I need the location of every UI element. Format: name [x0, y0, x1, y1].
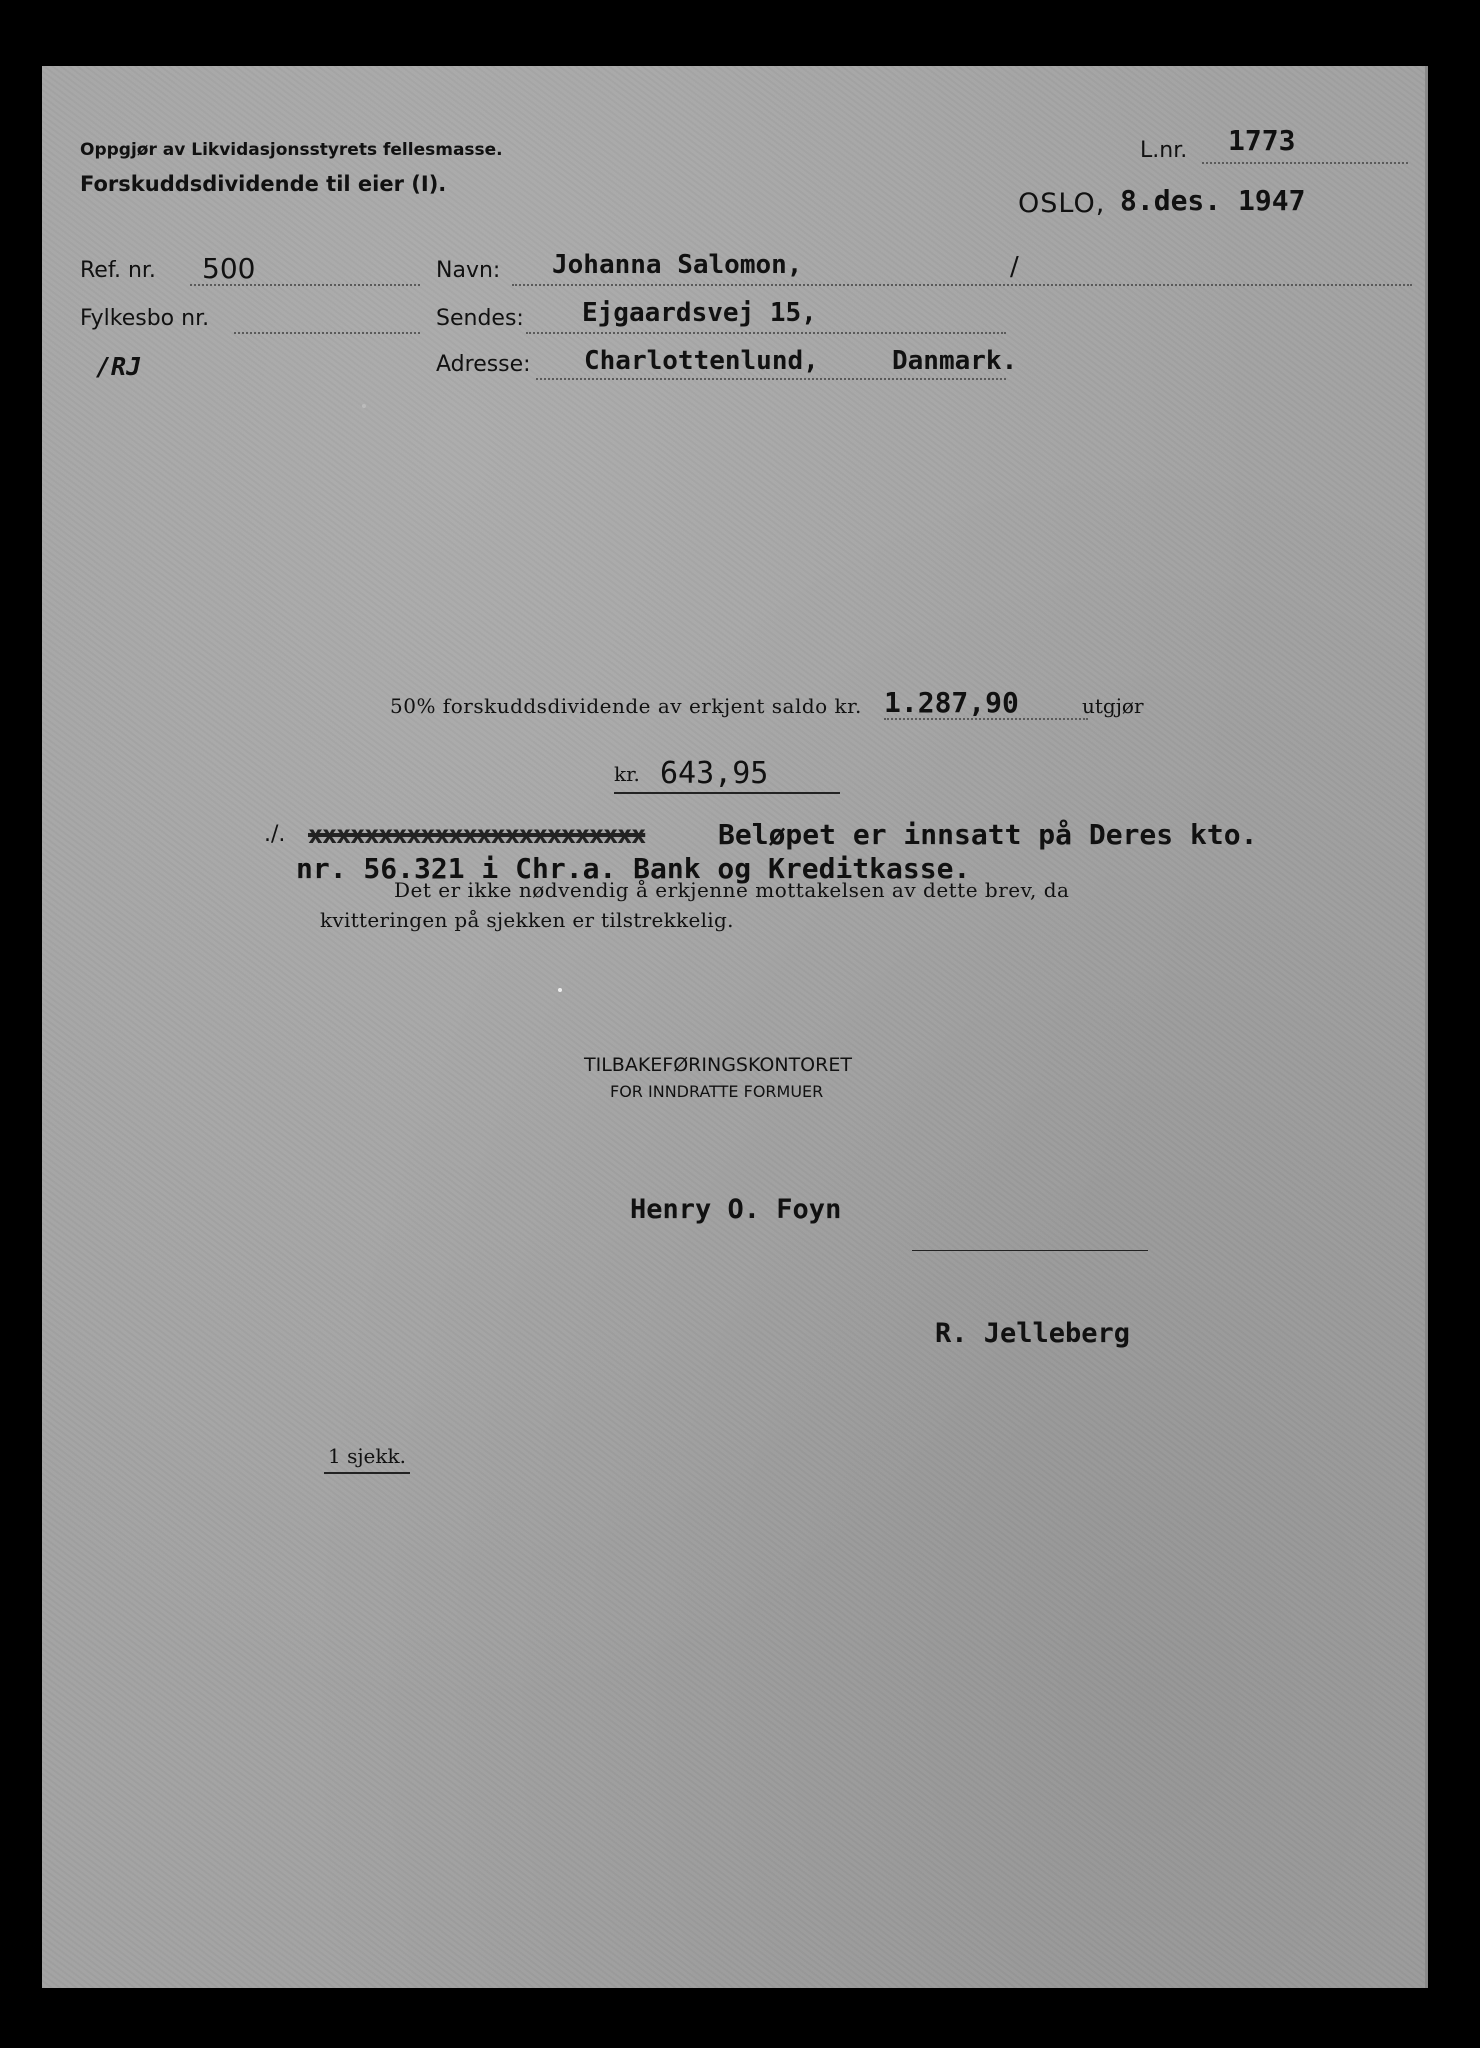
saldo-dotted-line	[884, 718, 1088, 720]
margin-mark: ./.	[264, 822, 286, 847]
city-label: OSLO,	[1018, 188, 1106, 219]
enclosure-underline	[324, 1472, 410, 1474]
typed-line1: Beløpet er innsatt på Deres kto.	[718, 818, 1258, 851]
adresse-label: Adresse:	[436, 352, 531, 377]
fylkesbo-dotted-line	[234, 332, 420, 334]
fylkesbo-label: Fylkesbo nr.	[80, 306, 210, 331]
header-title-line2: Forskuddsdividende til eier (I).	[80, 172, 447, 196]
notice-line2: kvitteringen på sjekken er tilstrekkelig.	[320, 908, 734, 932]
navn-label: Navn:	[436, 258, 501, 283]
struck-out-text: xxxxxxxxxxxxxxxxxxxxxxxx	[308, 820, 646, 849]
typed-line2: nr. 56.321 i Chr.a. Bank og Kreditkasse.	[296, 852, 971, 885]
adresse-dotted-line	[536, 378, 1006, 380]
signature-1: Henry O. Foyn	[630, 1194, 842, 1225]
enclosure-note: 1 sjekk.	[328, 1444, 406, 1468]
ref-label: Ref. nr.	[80, 258, 156, 283]
amount-underline	[614, 792, 840, 794]
lnr-label: L.nr.	[1140, 138, 1188, 163]
signature-line	[912, 1250, 1148, 1251]
amount-value: 643,95	[660, 756, 769, 791]
signature-2: R. Jelleberg	[935, 1318, 1131, 1349]
kr-label: kr.	[614, 762, 640, 786]
saldo-value: 1.287,90	[884, 686, 1019, 719]
utgjor-text: utgjør	[1082, 694, 1144, 718]
header-title-line1: Oppgjør av Likvidasjonsstyrets fellesmasse.	[80, 140, 503, 160]
adresse-city: Charlottenlund,	[584, 346, 819, 376]
document-page	[42, 66, 1428, 1988]
adresse-country: Danmark.	[892, 346, 1018, 376]
initials: /RJ	[96, 352, 142, 381]
notice-line1: Det er ikke nødvendig å erkjenne mottakelsen av dette brev, da	[394, 878, 1070, 902]
lnr-value: 1773	[1228, 124, 1296, 157]
paper-speck	[362, 404, 366, 408]
office-line2: FOR INNDRATTE FORMUER	[610, 1082, 824, 1101]
navn-extra-mark: /	[1010, 252, 1019, 282]
navn-dotted-line	[512, 284, 1412, 286]
paper-speck	[558, 988, 562, 992]
letter-date: 8.des. 1947	[1120, 184, 1306, 217]
lnr-dotted-line	[1202, 162, 1408, 164]
dividend-text: 50% forskuddsdividende av erkjent saldo kr.	[390, 694, 862, 718]
sendes-label: Sendes:	[436, 306, 524, 331]
sendes-dotted-line	[526, 332, 1006, 334]
office-line1: TILBAKEFØRINGSKONTORET	[584, 1054, 852, 1076]
sendes-value: Ejgaardsvej 15,	[582, 298, 817, 328]
ref-value: 500	[202, 252, 256, 285]
ref-dotted-line	[190, 284, 420, 286]
navn-value: Johanna Salomon,	[552, 250, 803, 280]
